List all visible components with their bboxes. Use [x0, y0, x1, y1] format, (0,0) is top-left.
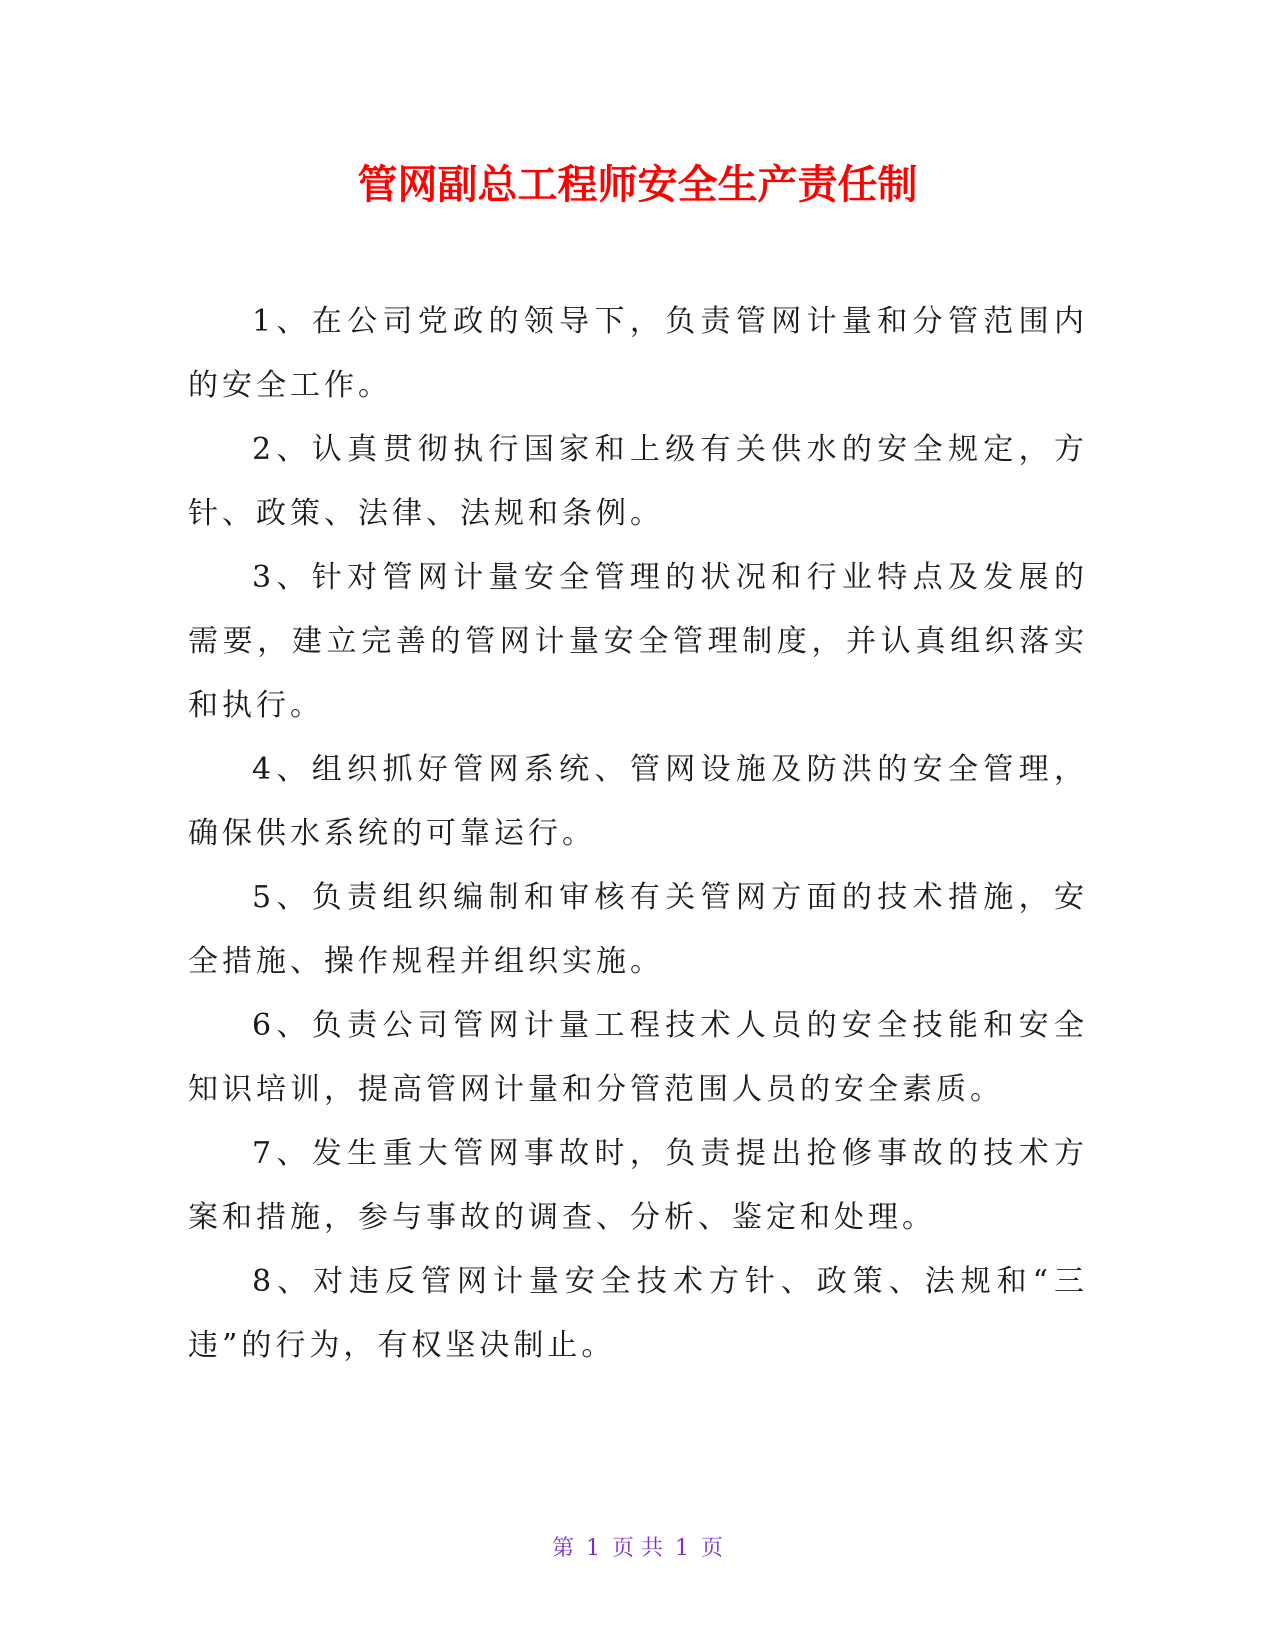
paragraph-7: 7、发生重大管网事故时，负责提出抢修事故的技术方案和措施，参与事故的调查、分析、鉴定和处理。: [188, 1136, 1088, 1235]
footer-current-page: 1: [586, 1536, 600, 1561]
document-body: [188, 290, 1088, 1378]
paragraph-2: 2、认真贯彻执行国家和上级有关供水的安全规定，方针、政策、法律、法规和条例。: [188, 432, 1088, 531]
footer-middle: 页 共: [612, 1536, 663, 1561]
paragraph-1: 1、在公司党政的领导下，负责管网计量和分管范围内的安全工作。: [188, 304, 1088, 403]
footer-prefix: 第: [551, 1536, 574, 1561]
paragraph-4: 4、组织抓好管网系统、管网设施及防洪的安全管理，确保供水系统的可靠运行。: [188, 752, 1088, 851]
paragraph-8: 8、对违反管网计量安全技术方针、政策、法规和“三违”的行为，有权坚决制止。: [188, 1264, 1088, 1363]
page-footer: [0, 1534, 1275, 1564]
footer-suffix: 页: [701, 1536, 724, 1561]
document-title: 管网副总工程师安全生产责任制: [357, 162, 918, 208]
paragraph-5: 5、负责组织编制和审核有关管网方面的技术措施，安全措施、操作规程并组织实施。: [188, 880, 1088, 979]
paragraph-6: 6、负责公司管网计量工程技术人员的安全技能和安全知识培训，提高管网计量和分管范围人员的安全素质。: [188, 1008, 1088, 1107]
paragraph-3: 3、针对管网计量安全管理的状况和行业特点及发展的需要，建立完善的管网计量安全管理制度，并认真组织落实和执行。: [188, 560, 1088, 723]
footer-total-pages: 1: [675, 1536, 689, 1561]
